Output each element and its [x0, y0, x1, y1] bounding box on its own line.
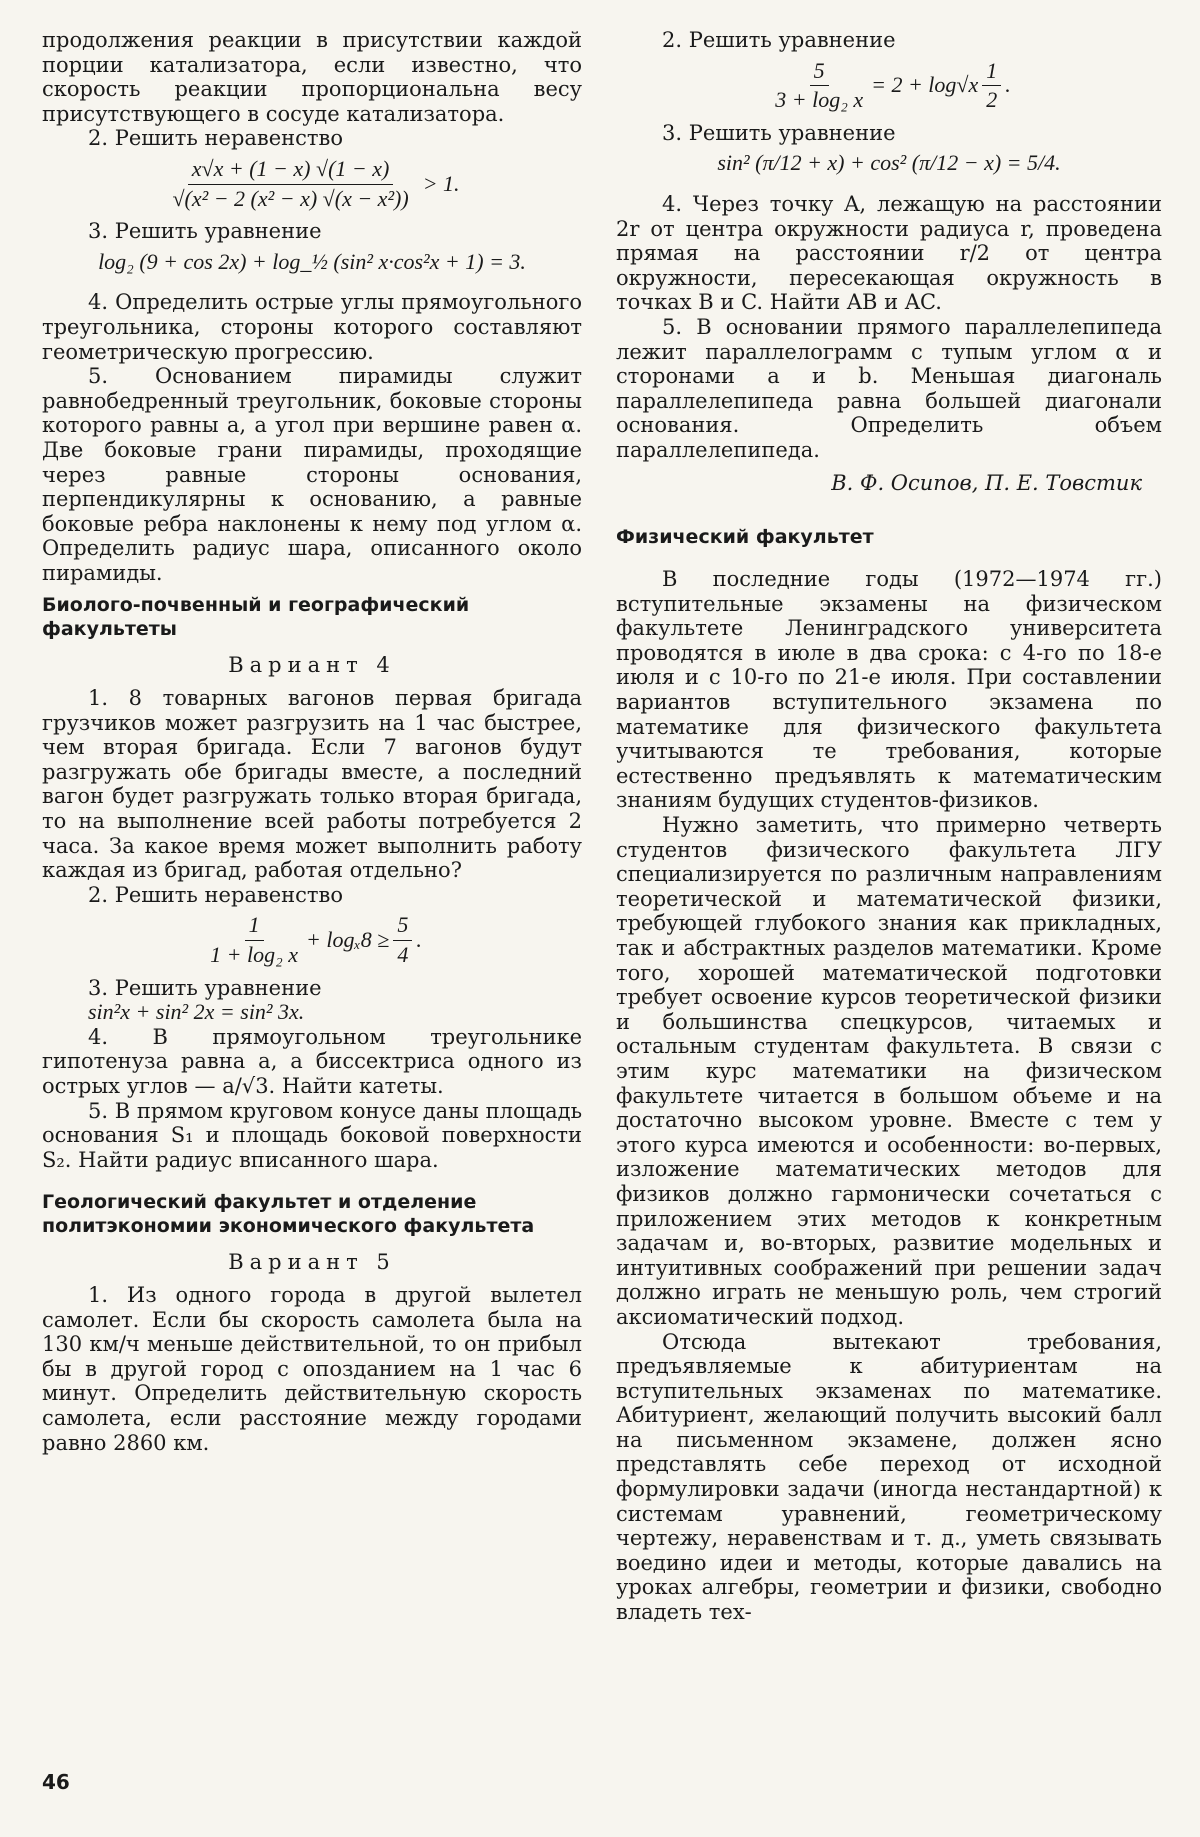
inequality-formula: [42, 157, 582, 211]
r-rnum: 1: [982, 59, 1001, 87]
r-denominator: 3 + log₂ x: [775, 87, 864, 113]
v4-end: .: [416, 927, 422, 953]
r-numerator: 5: [810, 59, 829, 87]
phys-paragraph-1: В последние годы (1972—1974 гг.) вступительные экзамены на физическом факультете Ленинградского университета проводятся в июле в два срока: с 4-го по 18-е июля и с 10-го по 21-е июля. При составлении вариантов вступительного экзамена по математике для физического факультета учитываются те требования, которые естественно предъявлять к математическим знаниям будущих студентов-физиков.: [616, 567, 1162, 813]
v4-fraction-left: [206, 913, 302, 967]
authors-signature: В. Ф. Осипов, П. Е. Товстик: [831, 470, 1142, 495]
log-equation: log₂ (9 + cos 2x) + log_½ (sin² x·cos²x + 1) = 3.: [98, 248, 526, 274]
r-problem-3-label: 3. Решить уравнение: [662, 120, 896, 145]
v4-trig-equation: sin²x + sin² 2x = sin² 3x.: [88, 999, 305, 1025]
v4-rnum: 5: [393, 913, 412, 941]
problem-3-label: 3. Решить уравнение: [88, 219, 322, 244]
r-fraction-right: [982, 59, 1001, 113]
formula-fraction: [168, 157, 412, 211]
formula-rhs: > 1.: [422, 170, 460, 196]
v4-problem-2-label: 2. Решить неравенство: [88, 882, 343, 907]
v4-inequality: [42, 913, 582, 967]
v4-problem-3-label: 3. Решить уравнение: [88, 975, 322, 1000]
variant-4-title: Вариант 4: [228, 653, 396, 678]
phys-paragraph-2: Нужно заметить, что примерно четверть студентов физического факультета ЛГУ специализируется по различным направлениям теоретической и математической физики, требующей глубокого знания как прикладных, так и абстрактных разделов математики. Кроме того, хорошей математической подготовки требует освоение курсов теоретической физики и большинства спецкурсов, читаемых и остальным студентам факультета. В связи с этим курс математики на физическом факультете читается в большом объеме и на достаточно высоком уровне. Вместе с тем у этого курса имеются и особенности: во-первых, изложение математических методов для физиков должно гармонически сочетаться с приложением этих методов к конкретным задачам и, во-вторых, развитие модельных и интуитивных соображений при решении задач должно играть не меньшую роль, чем строгий аксиоматический подход.: [616, 813, 1162, 1329]
r-problem-2-label: 2. Решить уравнение: [662, 28, 896, 52]
page-number: 46: [42, 1770, 70, 1794]
r-problem-5: 5. В основании прямого параллелепипеда лежит параллелограмм с тупым углом α и сторонами a и b. Меньшая диагональ параллелепипеда равна большей диагонали основания. Определить объем параллелепипеда.: [616, 314, 1162, 462]
v4-rden: 4: [397, 942, 409, 967]
r-trig-equation: sin² (π/12 + x) + cos² (π/12 − x) = 5/4.: [717, 150, 1061, 176]
section-heading-phys: Физический факультет: [616, 526, 874, 549]
v4-denominator: 1 + log₂ x: [210, 942, 299, 967]
formula-numerator: x√x + (1 − x) √(1 − x): [188, 157, 394, 185]
v5-problem-1: 1. Из одного города в другой вылетел самолет. Если бы скорость самолета была на 130 км/ч меньше действительной, то он прибыл бы в другой город с опозданием на 1 час 6 минут. Определить действительную скорость самолета, если расстояние между городами равно 2860 км.: [42, 1282, 582, 1455]
problem-5: 5. Основанием пирамиды служит равнобедренный треугольник, боковые стороны которого равны a, а угол при вершине равен α. Две боковые грани пирамиды, проходящие через равные стороны основания, перпендикулярны к основанию, а равные боковые ребра наклонены к нему под углом α. Определить радиус шара, описанного около пирамиды.: [42, 364, 582, 585]
r-middle: = 2 + log√x: [871, 72, 979, 98]
right-column: [616, 28, 1162, 1625]
r-rden: 2: [986, 87, 998, 113]
r-end: .: [1005, 72, 1011, 98]
section-heading-geo: Геологический факультет и отделение политэкономии экономического факультета: [42, 1191, 535, 1238]
v4-problem-5: 5. В прямом круговом конусе даны площадь основания S₁ и площадь боковой поверхности S₂. Найти радиус вписанного шара.: [42, 1098, 582, 1172]
v4-fraction-right: [393, 913, 412, 967]
left-column: [42, 28, 582, 1455]
variant-5-title: Вариант 5: [228, 1250, 396, 1275]
problem-2-label: 2. Решить неравенство: [88, 126, 343, 151]
r-problem-4: 4. Через точку A, лежащую на расстоянии 2r от центра окружности радиуса r, проведена прямая на расстоянии r/2 от центра окружности, пересекающая окружность в точках B и C. Найти AB и AC.: [616, 191, 1162, 315]
section-heading-bio: Биолого-почвенный и географический факультеты: [42, 594, 470, 641]
problem-4: 4. Определить острые углы прямоугольного треугольника, стороны которого составляют геометрическую прогрессию.: [42, 290, 582, 364]
v4-numerator: 1: [245, 913, 264, 941]
v4-middle: + logₓ8 ≥: [306, 927, 390, 953]
phys-paragraph-3: Отсюда вытекают требования, предъявляемые к абитуриентам на вступительных экзаменах по математике. Абитуриент, желающий получить высокий балл на письменном экзамене, должен ясно представлять себе переход от исходной формулировки задачи (иногда нестандартной) к системам уравнений, геометрическому чертежу, неравенствам и т. д., уметь связывать воедино идеи и методы, которые давались на уроках алгебры, геометрии и физики, свободно владеть тех-: [616, 1329, 1162, 1625]
r-fraction-left: [771, 59, 867, 113]
v4-problem-1: 1. 8 товарных вагонов первая бригада грузчиков может разгрузить на 1 час быстрее, чем вторая бригада. Если 7 вагонов будут разгружать обе бригады вместе, а последний вагон будет разгружать только вторая бригада, то на выполнение всей работы потребуется 2 часа. За какое время может выполнить работу каждая из бригад, работая отдельно?: [42, 686, 582, 883]
intro-paragraph: продолжения реакции в присутствии каждой порции катализатора, если известно, что скорость реакции пропорциональна весу присутствующего в сосуде катализатора.: [42, 28, 582, 126]
formula-denominator: √(x² − 2 (x² − x) √(x − x²)): [172, 185, 409, 211]
v4-problem-4: 4. В прямоугольном треугольнике гипотенуза равна a, а биссектриса одного из острых углов — a/√3. Найти катеты.: [42, 1024, 582, 1098]
r-log-equation: [616, 59, 1162, 113]
